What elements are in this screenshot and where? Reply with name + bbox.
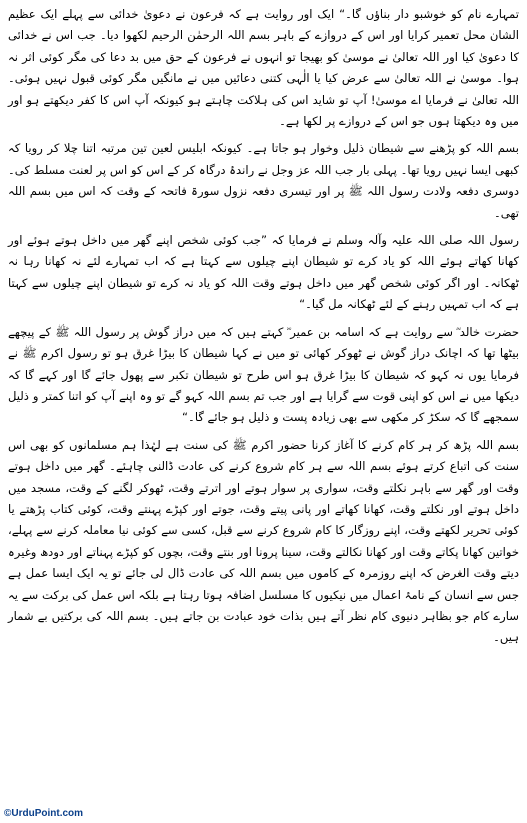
paragraph-2: بسم اللہ کو پڑھنے سے شیطان ذلیل وخوار ہو جاتا ہے۔ کیونکہ ابلیس لعین تین مرتبہ اتنا چلا کر رویا کہ کبھی ایسا نہیں رویا تھا۔ پہلی بار جب اللہ عز وجل نے راندۂ درگاہ کر کے اس کو اس پر لعنت مسلط کی۔ دوسری دفعہ ولادت رسول اللہ ﷺ پر اور تیسری دفعہ نزول سورۃ فاتحہ کے وقت کہ اس میں بسم اللہ تھی۔ [8, 141, 519, 220]
paragraph-1: تمہارے نام کو خوشبو دار بناؤں گا۔“ ایک اور روایت ہے کہ فرعون نے دعویٰ خدائی سے پہلے ایک عظیم الشان محل تعمیر کرایا اور اس کے دروازے کے باہر بسم اللہ الرحمٰن الرحیم لکھوا دیا۔ جب اس نے خدائی کا دعویٰ کیا اور اللہ تعالیٰ نے موسیٰ کو بھیجا تو انہوں نے فرعون کے حق میں بد دعا کی مگر کوئی اثر نہ ہوا۔ موسیٰ نے اللہ تعالیٰ سے عرض کیا یا الٰہی کتنی دعائیں میں نے مانگیں مگر کوئی قبول نہیں ہوئی۔ اللہ تعالیٰ نے فرمایا اے موسیٰ! آپ تو شاید اس کی ہلاکت چاہتے ہو کیونکہ آپ اس کا کفر دیکھتے ہو اور میں وہ دیکھتا ہوں جو اس کے دروازے پر لکھا ہے۔ [8, 7, 519, 129]
urdupoint-watermark: ©UrduPoint.com [4, 808, 84, 819]
paragraph-5: بسم اللہ پڑھ کر ہر کام کرنے کا آغاز کرنا حضور اکرم ﷺ کی سنت ہے لہٰذا ہم مسلمانوں کو بھی اس سنت کی اتباع کرتے ہوئے بسم اللہ سے ہر کام شروع کرنے کی عادت ڈالنی چاہئے۔ گھر میں داخل ہوتے وقت اور گھر سے باہر نکلتے وقت، سواری پر سوار ہوتے اور اترتے وقت، ٹھوکر لگنے کے وقت، مسجد میں داخل ہوتے اور نکلتے وقت، کھانا کھاتے اور پانی پیتے وقت، جوتے اور کپڑے پہنتے وقت، کوئی کتاب پڑھتے یا کوئی تحریر لکھتے وقت، اپنے روزگار کا کام شروع کرنے سے قبل، کسی سے کوئی نیا معاملہ کرنے سے پہلے، خواتین کھانا پکاتے وقت اور کھانا نکالتے وقت، سینا پرونا اور بنتے وقت، بچوں کو کپڑے پہناتے اور دودھ وغیرہ دیتے وقت الغرض کہ اپنے روزمرہ کے کاموں میں بسم اللہ کی عادت ڈال لی جائے تو یہ ایک ایسا عمل ہے جس سے انسان کے نامۂ اعمال میں نیکیوں کا مسلسل اضافہ ہوتا رہتا ہے بلکہ اس عمل کی برکت سے یہ سارے کام جو بظاہر دنیوی کام نظر آتے ہیں بذات خود عبادت بن جاتے ہیں۔ بسم اللہ کی برکتیں بے شمار ہیں۔ [8, 437, 519, 645]
paragraph-4: حضرت خالد ؓ سے روایت ہے کہ اسامہ بن عمیر ؓ کہتے ہیں کہ میں دراز گوش پر رسول اللہ ﷺ کے پیچھے بیٹھا تھا کہ اچانک دراز گوش نے ٹھوکر کھائی تو میں نے کہا شیطان کا بیڑا غرق ہو تو رسول اکرم ﷺ نے فرمایا یوں نہ کہو کہ شیطان کا بیڑا غرق ہو اس طرح تو شیطان تکبر سے پھول جائے گا اور کہے گا کہ دیکھا میں نے اس کو اپنی قوت سے گرایا ہے اور جب تم بسم اللہ کہو گے تو وہ اپنے آپ کو اتنا کمتر و ذلیل سمجھے گا کہ سکڑ کر مکھی سے بھی زیادہ پست و ذلیل ہو جائے گا۔“ [8, 324, 519, 425]
paragraph-3: رسول اللہ صلی اللہ علیہ وآلہ وسلم نے فرمایا کہ ”جب کوئی شخص اپنے گھر میں داخل ہوتے ہوئے اور کھانا کھاتے ہوئے اللہ کو یاد کرے تو شیطان اپنے چیلوں سے کہتا ہے کہ اب تمہارے لئے نہ کھانا رہا نہ ٹھکانہ۔ اور اگر کوئی شخص گھر میں داخل ہوتے وقت اللہ کو یاد نہ کرے تو شیطان اپنے چیلوں سے کہتا ہے کہ اب تمہیں رہنے کے لئے ٹھکانہ مل گیا۔“ [8, 233, 519, 312]
